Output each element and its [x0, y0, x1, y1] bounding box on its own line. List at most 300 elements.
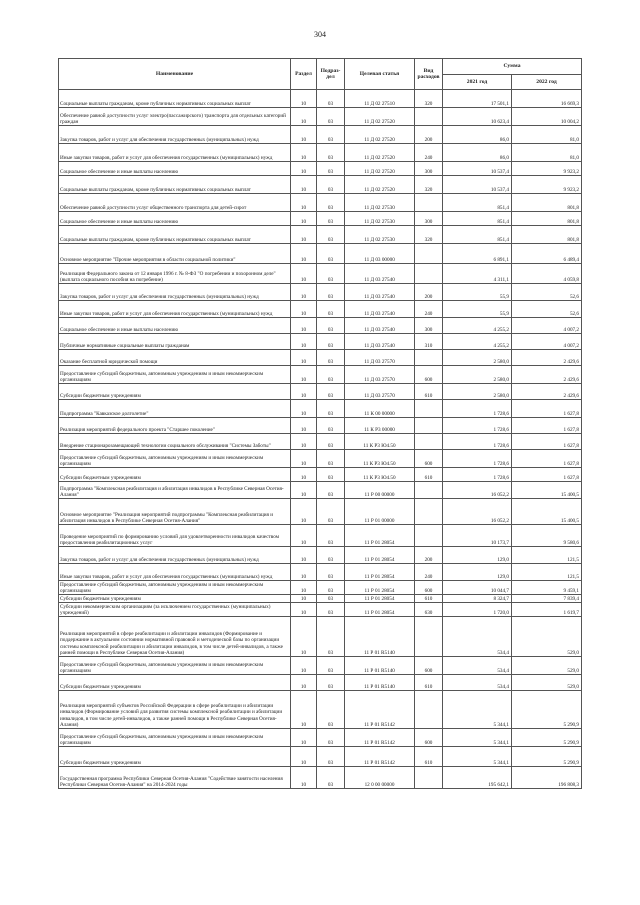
- row-exptype: 310: [415, 334, 443, 350]
- row-sum-2022: 801,8: [512, 212, 582, 226]
- row-sum-2021: 10 173,7: [443, 525, 512, 547]
- row-exptype: 610: [415, 468, 443, 482]
- row-name: Предоставление субсидий бюджетным, автономным учреждениям и иным некоммерческим организациям: [59, 366, 291, 384]
- table-row: [59, 468, 582, 482]
- row-target: 11 К Р3 Ю4.50: [345, 468, 415, 482]
- row-sum-2021: 55,9: [443, 284, 512, 301]
- row-subsection: 03: [317, 468, 345, 482]
- row-subsection: 03: [317, 318, 345, 334]
- row-subsection: 03: [317, 691, 345, 729]
- row-subsection: 03: [317, 482, 345, 499]
- row-target: 11 К Р3 Ю4.50: [345, 434, 415, 450]
- header-year-2022: 2022 год: [512, 75, 582, 90]
- table-row: [59, 434, 582, 450]
- row-target: 11 Р 01 28054: [345, 603, 415, 617]
- table-row: [59, 176, 582, 194]
- row-section: 10: [291, 418, 317, 434]
- row-exptype: [415, 350, 443, 366]
- row-sum-2022: 81,0: [512, 126, 582, 144]
- table-row: [59, 318, 582, 334]
- row-target: 11 Д 02 27510: [345, 90, 415, 108]
- row-subsection: 03: [317, 350, 345, 366]
- row-sum-2022: 4 007,2: [512, 334, 582, 350]
- table-row: [59, 747, 582, 767]
- row-sum-2021: 10 537,4: [443, 176, 512, 194]
- table-row: [59, 564, 582, 581]
- row-sum-2021: 534,4: [443, 617, 512, 657]
- row-exptype: 600: [415, 450, 443, 468]
- row-target: 11 Р 01 28054: [345, 525, 415, 547]
- row-section: 10: [291, 581, 317, 595]
- row-section: 10: [291, 176, 317, 194]
- row-name: Иные закупки товаров, работ и услуг для обеспечения государственных (муниципальных) нужд: [59, 144, 291, 162]
- table-row: [59, 126, 582, 144]
- row-target: 11 Р 01 R5142: [345, 729, 415, 747]
- row-name: Иные закупки товаров, работ и услуг для обеспечения государственных (муниципальных) нужд: [59, 564, 291, 581]
- row-subsection: 03: [317, 617, 345, 657]
- row-sum-2022: 1 627,8: [512, 434, 582, 450]
- row-name: Внедрение стационарозамещающей технологии социального обслуживания "Системы Заботы": [59, 434, 291, 450]
- table-row: [59, 366, 582, 384]
- row-subsection: 03: [317, 384, 345, 400]
- table-row: [59, 334, 582, 350]
- row-name: Социальное обеспечение и иные выплаты населению: [59, 318, 291, 334]
- row-sum-2022: 2 429,6: [512, 366, 582, 384]
- row-sum-2021: 534,4: [443, 675, 512, 691]
- table-row: [59, 603, 582, 617]
- row-sum-2021: 86,0: [443, 144, 512, 162]
- row-sum-2022: 10 004,2: [512, 108, 582, 126]
- row-name: Оказание бесплатной юридической помощи: [59, 350, 291, 366]
- row-sum-2021: 534,4: [443, 657, 512, 675]
- row-subsection: 03: [317, 194, 345, 212]
- row-name: Подпрограмма "Кавказское долголетие": [59, 400, 291, 418]
- header-target: Целевая статья: [345, 59, 415, 90]
- row-sum-2021: 1 728,6: [443, 400, 512, 418]
- row-sum-2021: 851,4: [443, 226, 512, 244]
- table-row: [59, 108, 582, 126]
- row-target: 11 Д 02 27530: [345, 226, 415, 244]
- row-exptype: [415, 691, 443, 729]
- row-section: 10: [291, 301, 317, 318]
- row-sum-2021: 5 344,1: [443, 691, 512, 729]
- row-name: Социальное обеспечение и иные выплаты населению: [59, 162, 291, 176]
- row-sum-2022: 529,0: [512, 617, 582, 657]
- row-name: Публичные нормативные социальные выплаты гражданам: [59, 334, 291, 350]
- row-exptype: [415, 482, 443, 499]
- row-name: Государственная программа Республики Северная Осетия-Алания "Содействие занятости населения Республики Северная Осетия-Алания" на 2014-2024 годы: [59, 767, 291, 789]
- row-subsection: 03: [317, 144, 345, 162]
- row-section: 10: [291, 729, 317, 747]
- row-subsection: 03: [317, 729, 345, 747]
- row-section: 10: [291, 334, 317, 350]
- row-sum-2021: 6 891,1: [443, 244, 512, 264]
- row-target: 11 Р 01 R5140: [345, 657, 415, 675]
- row-sum-2022: 5 290,9: [512, 747, 582, 767]
- row-subsection: 03: [317, 176, 345, 194]
- row-subsection: 03: [317, 126, 345, 144]
- row-section: 10: [291, 366, 317, 384]
- row-section: 10: [291, 400, 317, 418]
- row-section: 10: [291, 657, 317, 675]
- row-target: 12 0 00 00000: [345, 767, 415, 789]
- row-name: Обеспечение равной доступности услуг общественного транспорта для детей-сирот: [59, 194, 291, 212]
- row-sum-2021: 16 052,2: [443, 499, 512, 525]
- row-sum-2022: 15 400,5: [512, 482, 582, 499]
- row-sum-2021: 2 580,0: [443, 384, 512, 400]
- row-name: Иные закупки товаров, работ и услуг для обеспечения государственных (муниципальных) нужд: [59, 301, 291, 318]
- row-target: 11 Д 03 27540: [345, 334, 415, 350]
- row-section: 10: [291, 212, 317, 226]
- row-sum-2022: 1 627,8: [512, 400, 582, 418]
- row-target: 11 Р 01 R5142: [345, 747, 415, 767]
- row-subsection: 03: [317, 226, 345, 244]
- row-exptype: 200: [415, 547, 443, 564]
- row-exptype: 610: [415, 675, 443, 691]
- row-name: Предоставление субсидий бюджетным, автономным учреждениям и иным некоммерческим организациям: [59, 657, 291, 675]
- row-subsection: 03: [317, 525, 345, 547]
- table-row: [59, 350, 582, 366]
- row-exptype: [415, 400, 443, 418]
- row-sum-2022: 9 923,2: [512, 176, 582, 194]
- table-row: [59, 418, 582, 434]
- table-row: [59, 525, 582, 547]
- row-section: 10: [291, 767, 317, 789]
- row-sum-2022: 121,5: [512, 564, 582, 581]
- row-exptype: 320: [415, 90, 443, 108]
- budget-table: [58, 58, 582, 789]
- row-name: Субсидии некоммерческим организациям (за исключением государственных (муниципальных) учреждений): [59, 603, 291, 617]
- row-sum-2021: 4 311,1: [443, 264, 512, 284]
- row-section: 10: [291, 603, 317, 617]
- row-name: Социальные выплаты гражданам, кроме публичных нормативных социальных выплат: [59, 226, 291, 244]
- table-row: [59, 691, 582, 729]
- row-target: 11 Д 03 27570: [345, 384, 415, 400]
- row-sum-2021: 5 344,1: [443, 729, 512, 747]
- row-name: Подпрограмма "Комплексная реабилитация и абилитация инвалидов в Республике Северная Осетия-Алания": [59, 482, 291, 499]
- row-sum-2022: 801,8: [512, 226, 582, 244]
- row-section: 10: [291, 318, 317, 334]
- row-exptype: 600: [415, 581, 443, 595]
- row-subsection: 03: [317, 675, 345, 691]
- row-subsection: 03: [317, 400, 345, 418]
- row-sum-2021: 129,0: [443, 547, 512, 564]
- row-sum-2021: 17 501,1: [443, 90, 512, 108]
- row-target: 11 Д 03 27540: [345, 318, 415, 334]
- row-subsection: 03: [317, 418, 345, 434]
- row-section: 10: [291, 482, 317, 499]
- row-target: 11 Д 02 27520: [345, 144, 415, 162]
- row-subsection: 03: [317, 264, 345, 284]
- row-section: 10: [291, 468, 317, 482]
- row-sum-2022: 529,0: [512, 657, 582, 675]
- row-subsection: 03: [317, 108, 345, 126]
- row-sum-2022: 6 489,4: [512, 244, 582, 264]
- row-exptype: [415, 767, 443, 789]
- row-section: 10: [291, 675, 317, 691]
- row-sum-2021: 10 537,4: [443, 162, 512, 176]
- table-row: [59, 284, 582, 301]
- row-subsection: 03: [317, 301, 345, 318]
- row-target: 11 Д 02 27520: [345, 176, 415, 194]
- table-row: [59, 144, 582, 162]
- row-target: 11 Р 01 28054: [345, 581, 415, 595]
- row-name: Социальные выплаты гражданам, кроме публичных нормативных социальных выплат: [59, 176, 291, 194]
- row-section: 10: [291, 244, 317, 264]
- row-sum-2022: 121,5: [512, 547, 582, 564]
- row-sum-2021: 129,0: [443, 564, 512, 581]
- row-target: 11 Р 01 R5140: [345, 675, 415, 691]
- row-exptype: 240: [415, 301, 443, 318]
- row-target: 11 Р 01 28054: [345, 547, 415, 564]
- row-sum-2022: 801,8: [512, 194, 582, 212]
- row-subsection: 03: [317, 284, 345, 301]
- row-name: Обеспечение равной доступности услуг электро(пассажирского) транспорта для отдельных категорий граждан: [59, 108, 291, 126]
- row-sum-2022: 52,6: [512, 284, 582, 301]
- table-row: [59, 90, 582, 108]
- row-name: Закупка товаров, работ и услуг для обеспечения государственных (муниципальных) нужд: [59, 126, 291, 144]
- row-subsection: 03: [317, 747, 345, 767]
- row-section: 10: [291, 691, 317, 729]
- row-name: Основное мероприятие "Прочие мероприятия в области социальной политики": [59, 244, 291, 264]
- row-exptype: 300: [415, 318, 443, 334]
- row-subsection: 03: [317, 162, 345, 176]
- row-target: 11 Д 03 00000: [345, 244, 415, 264]
- row-sum-2022: 5 290,9: [512, 729, 582, 747]
- row-sum-2022: 9 459,1: [512, 581, 582, 595]
- table-row: [59, 675, 582, 691]
- header-sum: Сумма: [443, 59, 582, 75]
- row-section: 10: [291, 90, 317, 108]
- row-section: 10: [291, 450, 317, 468]
- row-name: Проведение мероприятий по формированию условий для удовлетворенности инвалидов качеством предоставления реабилитационных услуг: [59, 525, 291, 547]
- row-target: 11 Д 03 27540: [345, 264, 415, 284]
- row-exptype: [415, 264, 443, 284]
- row-exptype: 610: [415, 747, 443, 767]
- row-name: Предоставление субсидий бюджетным, автономным учреждениям и иным некоммерческим организациям: [59, 581, 291, 595]
- row-section: 10: [291, 226, 317, 244]
- table-body: [59, 90, 582, 789]
- row-sum-2021: 4 255,2: [443, 318, 512, 334]
- row-sum-2022: 7 839,4: [512, 595, 582, 603]
- row-subsection: 03: [317, 564, 345, 581]
- row-section: 10: [291, 434, 317, 450]
- row-section: 10: [291, 284, 317, 301]
- row-section: 10: [291, 564, 317, 581]
- row-subsection: 03: [317, 603, 345, 617]
- header-section: Раздел: [291, 59, 317, 90]
- table-row: [59, 301, 582, 318]
- row-target: 11 Р 01 R5142: [345, 691, 415, 729]
- row-section: 10: [291, 126, 317, 144]
- table-row: [59, 482, 582, 499]
- row-target: 11 Д 02 27530: [345, 212, 415, 226]
- row-sum-2021: 1 720,0: [443, 603, 512, 617]
- row-subsection: 03: [317, 366, 345, 384]
- table-row: [59, 595, 582, 603]
- row-sum-2022: 1 627,8: [512, 450, 582, 468]
- row-target: 11 К Р3 Ю4.50: [345, 450, 415, 468]
- row-sum-2022: 9 580,6: [512, 525, 582, 547]
- table-row: [59, 450, 582, 468]
- row-exptype: [415, 499, 443, 525]
- row-sum-2021: 16 052,2: [443, 482, 512, 499]
- table-row: [59, 767, 582, 789]
- header-year-2021: 2021 год: [443, 75, 512, 90]
- row-target: 11 Д 02 27520: [345, 162, 415, 176]
- row-target: 11 Р 01 00000: [345, 499, 415, 525]
- row-sum-2021: 86,0: [443, 126, 512, 144]
- row-exptype: 600: [415, 729, 443, 747]
- row-name: Основное мероприятие "Реализация мероприятий подпрограммы "Комплексная реабилитация и абилитация инвалидов в Республике Северная Осетия-Алания": [59, 499, 291, 525]
- row-exptype: [415, 194, 443, 212]
- row-section: 10: [291, 595, 317, 603]
- row-sum-2022: 196 808,3: [512, 767, 582, 789]
- page-number: 304: [314, 30, 326, 39]
- row-exptype: 300: [415, 162, 443, 176]
- row-section: 10: [291, 499, 317, 525]
- row-target: 11 К Р3 00000: [345, 418, 415, 434]
- row-sum-2022: 4 059,8: [512, 264, 582, 284]
- row-sum-2022: 1 619,7: [512, 603, 582, 617]
- row-exptype: 320: [415, 226, 443, 244]
- row-exptype: [415, 525, 443, 547]
- header-exptype: Вид расходов: [415, 59, 443, 90]
- row-exptype: [415, 617, 443, 657]
- table-row: [59, 547, 582, 564]
- row-sum-2021: 55,9: [443, 301, 512, 318]
- row-sum-2022: 5 290,9: [512, 691, 582, 729]
- row-exptype: 600: [415, 657, 443, 675]
- header-name: Наименование: [59, 59, 291, 90]
- row-target: 11 Д 03 27570: [345, 350, 415, 366]
- row-subsection: 03: [317, 595, 345, 603]
- row-section: 10: [291, 547, 317, 564]
- row-sum-2022: 16 669,3: [512, 90, 582, 108]
- row-sum-2021: 851,4: [443, 212, 512, 226]
- row-sum-2021: 1 728,6: [443, 418, 512, 434]
- row-sum-2022: 4 007,2: [512, 318, 582, 334]
- table-row: [59, 384, 582, 400]
- row-target: 11 Р 01 28054: [345, 595, 415, 603]
- row-name: Предоставление субсидий бюджетным, автономным учреждениям и иным некоммерческим организациям: [59, 450, 291, 468]
- row-name: Реализация мероприятий федерального проекта "Старшее поколение": [59, 418, 291, 434]
- row-sum-2022: 52,6: [512, 301, 582, 318]
- row-sum-2021: 10 623,4: [443, 108, 512, 126]
- row-target: 11 Д 03 27540: [345, 301, 415, 318]
- row-section: 10: [291, 108, 317, 126]
- row-exptype: [415, 418, 443, 434]
- row-target: 11 К 00 00000: [345, 400, 415, 418]
- row-sum-2021: 8 324,7: [443, 595, 512, 603]
- row-target: 11 Р 00 00000: [345, 482, 415, 499]
- row-sum-2022: 2 429,6: [512, 384, 582, 400]
- table-row: [59, 244, 582, 264]
- row-target: 11 Д 02 27520: [345, 108, 415, 126]
- table-row: [59, 499, 582, 525]
- row-section: 10: [291, 525, 317, 547]
- row-sum-2021: 10 044,7: [443, 581, 512, 595]
- table-row: [59, 226, 582, 244]
- row-target: 11 Д 03 27540: [345, 284, 415, 301]
- table-row: [59, 162, 582, 176]
- row-sum-2021: 2 580,0: [443, 350, 512, 366]
- row-subsection: 03: [317, 581, 345, 595]
- table-row: [59, 617, 582, 657]
- row-sum-2021: 1 728,6: [443, 450, 512, 468]
- row-exptype: 240: [415, 564, 443, 581]
- row-sum-2022: 1 627,8: [512, 468, 582, 482]
- row-sum-2022: 2 429,6: [512, 350, 582, 366]
- table-row: [59, 729, 582, 747]
- row-name: Реализация Федерального закона от 12 января 1996 г. № 8-ФЗ "О погребении и похоронном деле" (выплата социального пособия на погребение): [59, 264, 291, 284]
- row-name: Субсидии бюджетным учреждениям: [59, 675, 291, 691]
- row-sum-2021: 5 344,1: [443, 747, 512, 767]
- row-sum-2022: 1 627,8: [512, 418, 582, 434]
- table-row: [59, 194, 582, 212]
- row-section: 10: [291, 162, 317, 176]
- row-sum-2022: 529,0: [512, 675, 582, 691]
- row-subsection: 03: [317, 657, 345, 675]
- row-exptype: [415, 244, 443, 264]
- row-subsection: 03: [317, 244, 345, 264]
- row-target: 11 Р 01 R5140: [345, 617, 415, 657]
- row-subsection: 03: [317, 434, 345, 450]
- table-row: [59, 264, 582, 284]
- row-subsection: 03: [317, 499, 345, 525]
- row-subsection: 03: [317, 212, 345, 226]
- row-sum-2022: 81,0: [512, 144, 582, 162]
- row-exptype: [415, 434, 443, 450]
- row-name: Реализация мероприятий в сфере реабилитации и абилитации инвалидов (Формирование и поддержание в актуальном состоянии нормативной правовой и методической базы по организации системы комплексной реабилитации и абилитации инвалидов, в том числе детей-инвалидов, а также ранней помощи в Республике Северная Осетия-Алания): [59, 617, 291, 657]
- row-subsection: 03: [317, 547, 345, 564]
- row-sum-2022: 9 923,2: [512, 162, 582, 176]
- table-row: [59, 212, 582, 226]
- row-target: 11 Д 03 27570: [345, 366, 415, 384]
- row-section: 10: [291, 264, 317, 284]
- row-name: Субсидии бюджетным учреждениям: [59, 468, 291, 482]
- row-target: 11 Д 02 27530: [345, 194, 415, 212]
- row-subsection: 03: [317, 450, 345, 468]
- row-exptype: 600: [415, 366, 443, 384]
- row-exptype: 630: [415, 603, 443, 617]
- row-exptype: 610: [415, 384, 443, 400]
- row-sum-2021: 851,4: [443, 194, 512, 212]
- row-target: 11 Д 02 27520: [345, 126, 415, 144]
- row-section: 10: [291, 384, 317, 400]
- row-section: 10: [291, 350, 317, 366]
- table-row: [59, 581, 582, 595]
- row-exptype: 320: [415, 176, 443, 194]
- row-exptype: 610: [415, 595, 443, 603]
- row-section: 10: [291, 194, 317, 212]
- row-name: Социальное обеспечение и иные выплаты населению: [59, 212, 291, 226]
- header-subsection: Подраз-дел: [317, 59, 345, 90]
- table-row: [59, 400, 582, 418]
- row-exptype: 200: [415, 284, 443, 301]
- row-name: Субсидии бюджетным учреждениям: [59, 595, 291, 603]
- row-sum-2021: 1 728,6: [443, 468, 512, 482]
- row-sum-2021: 2 580,0: [443, 366, 512, 384]
- row-subsection: 03: [317, 90, 345, 108]
- row-name: Закупка товаров, работ и услуг для обеспечения государственных (муниципальных) нужд: [59, 547, 291, 564]
- row-name: Социальные выплаты гражданам, кроме публичных нормативных социальных выплат: [59, 90, 291, 108]
- table-row: [59, 657, 582, 675]
- row-exptype: 300: [415, 212, 443, 226]
- row-sum-2021: 4 255,2: [443, 334, 512, 350]
- row-section: 10: [291, 747, 317, 767]
- row-sum-2022: 15 400,5: [512, 499, 582, 525]
